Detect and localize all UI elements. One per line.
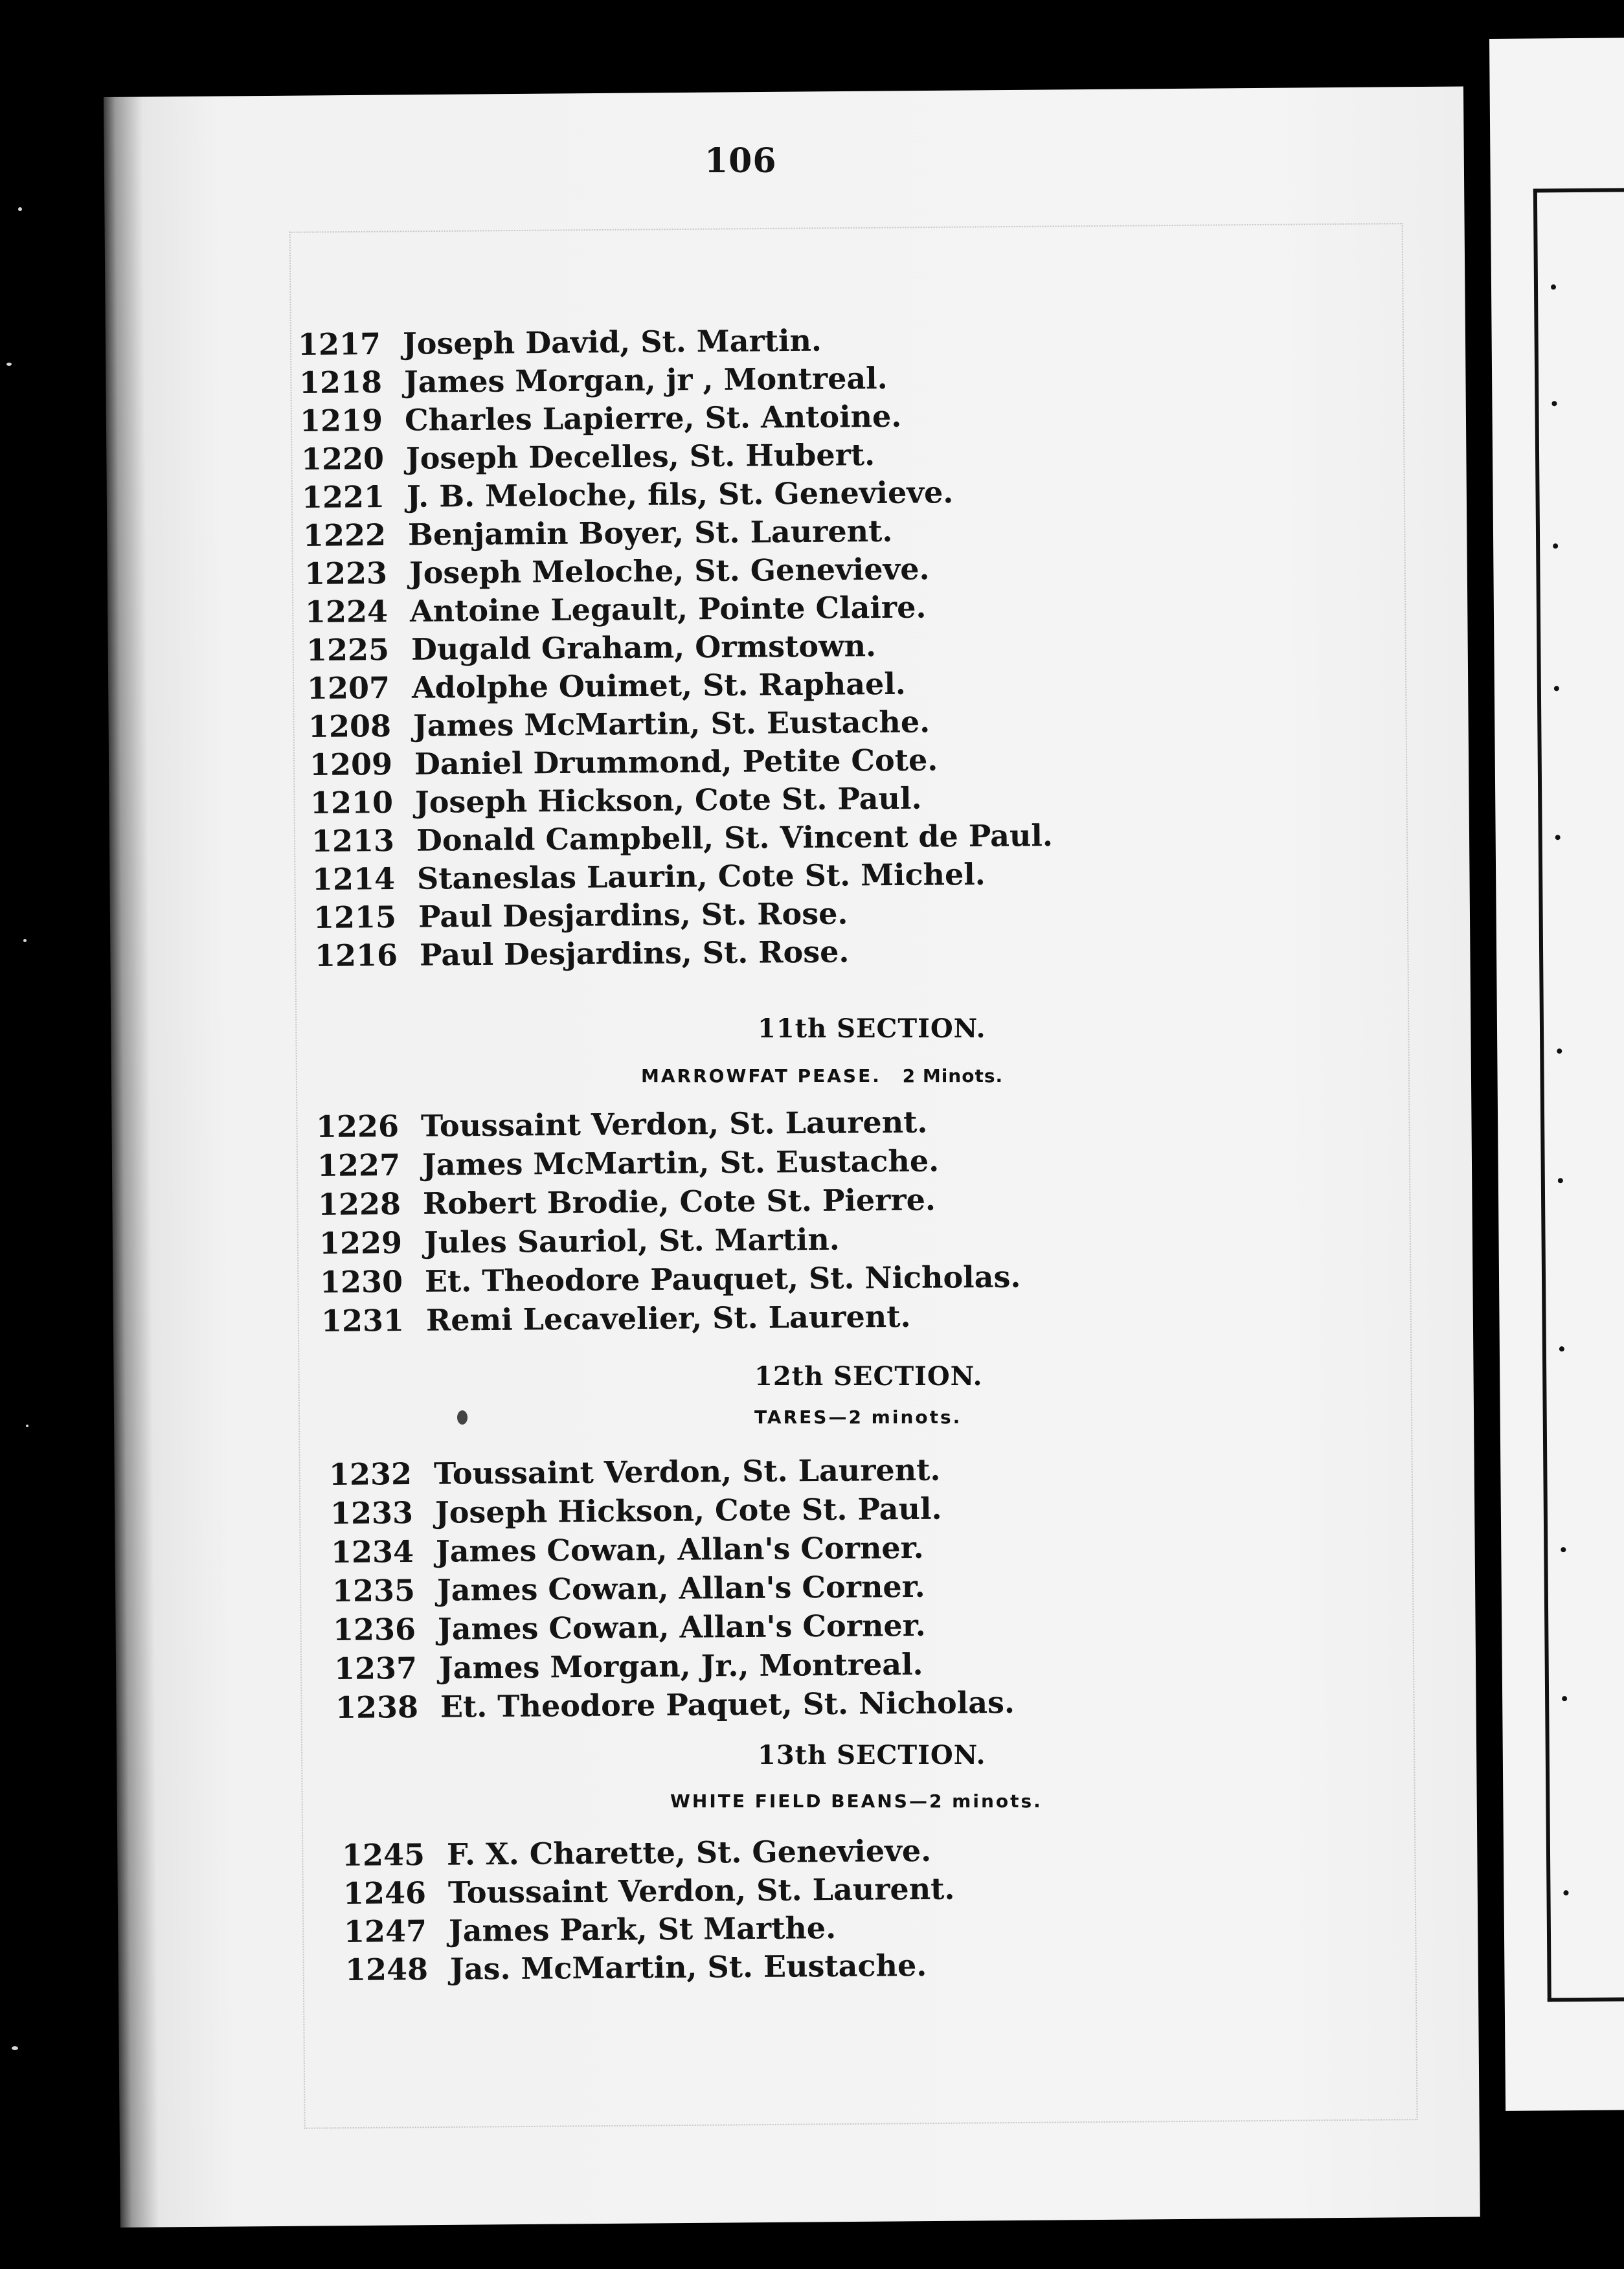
entry-number: 1227 <box>317 1147 400 1183</box>
entry-number: 1214 <box>312 861 396 897</box>
entry-name: F. X. Charette, St. Genevieve. <box>446 1833 932 1872</box>
entry-name: Toussaint Verdon, St. Laurent. <box>447 1871 955 1910</box>
entry-name: Charles Lapierre, St. Antoine. <box>404 398 902 438</box>
entry-number: 1247 <box>343 1913 427 1949</box>
facing-page-mark <box>1554 686 1559 691</box>
entry-number: 1230 <box>320 1263 403 1300</box>
entry-number: 1213 <box>311 822 395 859</box>
entry-name: James Cowan, Allan's Corner. <box>438 1607 927 1647</box>
facing-page-mark <box>1557 1048 1562 1054</box>
entry-name: Adolphe Ouimet, St. Raphael. <box>412 666 907 705</box>
section-title: 13th SECTION. <box>758 1740 986 1770</box>
entry-number: 1218 <box>299 364 382 400</box>
section-subtitle-text: TARES—2 minots. <box>754 1406 962 1428</box>
scan-speck <box>12 2046 18 2050</box>
section-subtitle-text: MARROWFAT PEASE. <box>641 1065 881 1087</box>
entry-number: 1229 <box>319 1225 403 1261</box>
entry-number: 1238 <box>335 1689 418 1725</box>
entry-number: 1248 <box>344 1951 429 1987</box>
entry-name: Dugald Graham, Ormstown. <box>411 628 877 667</box>
facing-page-mark <box>1551 284 1556 289</box>
ink-blot <box>457 1410 468 1425</box>
entry-name: Jules Sauriol, St. Martin. <box>423 1221 840 1260</box>
scan-speck <box>26 1425 28 1427</box>
entry-number: 1226 <box>315 1108 400 1144</box>
scan-speck <box>18 207 22 211</box>
entry-number: 1223 <box>304 555 387 591</box>
entry-name: James Park, St Marthe. <box>448 1910 837 1948</box>
entry-name: Joseph Meloche, St. Genevieve. <box>409 551 930 591</box>
entry-number: 1246 <box>343 1875 426 1911</box>
entry-name: Paul Desjardins, St. Rose. <box>419 934 850 973</box>
facing-page-mark <box>1562 1696 1567 1701</box>
entry-name: Joseph Decelles, St. Hubert. <box>405 437 875 476</box>
entry-number: 1224 <box>304 593 389 629</box>
entry-name: Robert Brodie, Cote St. Pierre. <box>422 1182 936 1221</box>
entry-name: James Cowan, Allan's Corner. <box>435 1530 925 1569</box>
entry-number: 1207 <box>307 670 390 706</box>
entry-number: 1232 <box>328 1456 412 1492</box>
entry-name: James Morgan, Jr., Montreal. <box>438 1646 923 1686</box>
entry-name: James Cowan, Allan's Corner. <box>436 1568 925 1608</box>
facing-page-mark <box>1561 1547 1566 1552</box>
section-subtitle <box>670 1790 1043 1812</box>
entry-number: 1222 <box>302 517 387 553</box>
facing-page-mark <box>1563 1890 1568 1895</box>
section-title: 12th SECTION. <box>754 1361 983 1392</box>
entry-name: Antoine Legault, Pointe Claire. <box>409 589 927 629</box>
entry-name: Et. Theodore Paquet, St. Nicholas. <box>440 1684 1015 1724</box>
entry-name: Benjamin Boyer, St. Laurent. <box>407 513 893 552</box>
entry-name: Paul Desjardins, St. Rose. <box>418 896 848 934</box>
entry-name: James Morgan, jr , Montreal. <box>403 360 888 400</box>
facing-page-mark <box>1553 543 1558 548</box>
page-number: 106 <box>705 141 777 181</box>
facing-page-frame <box>1533 188 1624 2002</box>
entry-number: 1217 <box>297 326 381 362</box>
entry-number: 1210 <box>310 784 394 820</box>
entry-number: 1219 <box>299 402 383 438</box>
entry-name: James McMartin, St. Eustache. <box>422 1143 939 1182</box>
entry-number: 1209 <box>309 746 392 782</box>
entry-name: James McMartin, St. Eustache. <box>412 704 930 743</box>
entry-number: 1233 <box>330 1495 413 1531</box>
entry-name: Donald Campbell, St. Vincent de Paul. <box>416 818 1053 858</box>
entry-name: Et. Theodore Pauquet, St. Nicholas. <box>425 1259 1021 1299</box>
entry-number: 1237 <box>333 1650 418 1686</box>
section-subtitle-text: WHITE FIELD BEANS—2 minots. <box>670 1790 1043 1812</box>
section-quantity: 2 Minots. <box>895 1065 1004 1087</box>
entry-number: 1245 <box>341 1836 425 1873</box>
facing-page-mark <box>1559 1346 1564 1351</box>
entry-name: Joseph David, St. Martin. <box>402 322 822 361</box>
section-title: 11th SECTION. <box>758 1013 986 1044</box>
facing-page-mark <box>1551 401 1557 406</box>
entry-number: 1231 <box>321 1302 405 1338</box>
facing-page-mark <box>1558 1178 1563 1183</box>
entry-number: 1216 <box>314 937 398 973</box>
entry-name: Remi Lecavelier, St. Laurent. <box>425 1298 911 1338</box>
entry-number: 1225 <box>306 631 390 668</box>
section-subtitle <box>641 1065 1003 1087</box>
facing-page-mark <box>1555 835 1561 840</box>
entry-name: Joseph Hickson, Cote St. Paul. <box>414 780 922 820</box>
entry-name: Jas. McMartin, St. Eustache. <box>449 1947 927 1987</box>
entry-name: Toussaint Verdon, St. Laurent. <box>420 1104 928 1144</box>
scan-speck <box>6 363 12 366</box>
entry-name: J. B. Meloche, fils, St. Genevieve. <box>407 475 954 514</box>
entry-name: Daniel Drummond, Petite Cote. <box>414 742 938 782</box>
entry-name: Toussaint Verdon, St. Laurent. <box>433 1452 941 1491</box>
entry-number: 1208 <box>308 708 392 744</box>
entry-name: Staneslas Laurin, Cote St. Michel. <box>417 856 986 896</box>
entry-number: 1220 <box>300 440 385 477</box>
entry-number: 1234 <box>330 1533 414 1570</box>
section-subtitle <box>754 1406 962 1428</box>
entry-number: 1236 <box>333 1611 416 1647</box>
facing-page-edge <box>1489 38 1624 2111</box>
scan-speck <box>23 939 27 942</box>
entry-number: 1228 <box>317 1186 401 1222</box>
entry-name: Joseph Hickson, Cote St. Paul. <box>434 1491 942 1530</box>
entry-number: 1235 <box>332 1572 416 1609</box>
entry-number: 1221 <box>302 479 385 515</box>
entry-number: 1215 <box>313 899 397 935</box>
